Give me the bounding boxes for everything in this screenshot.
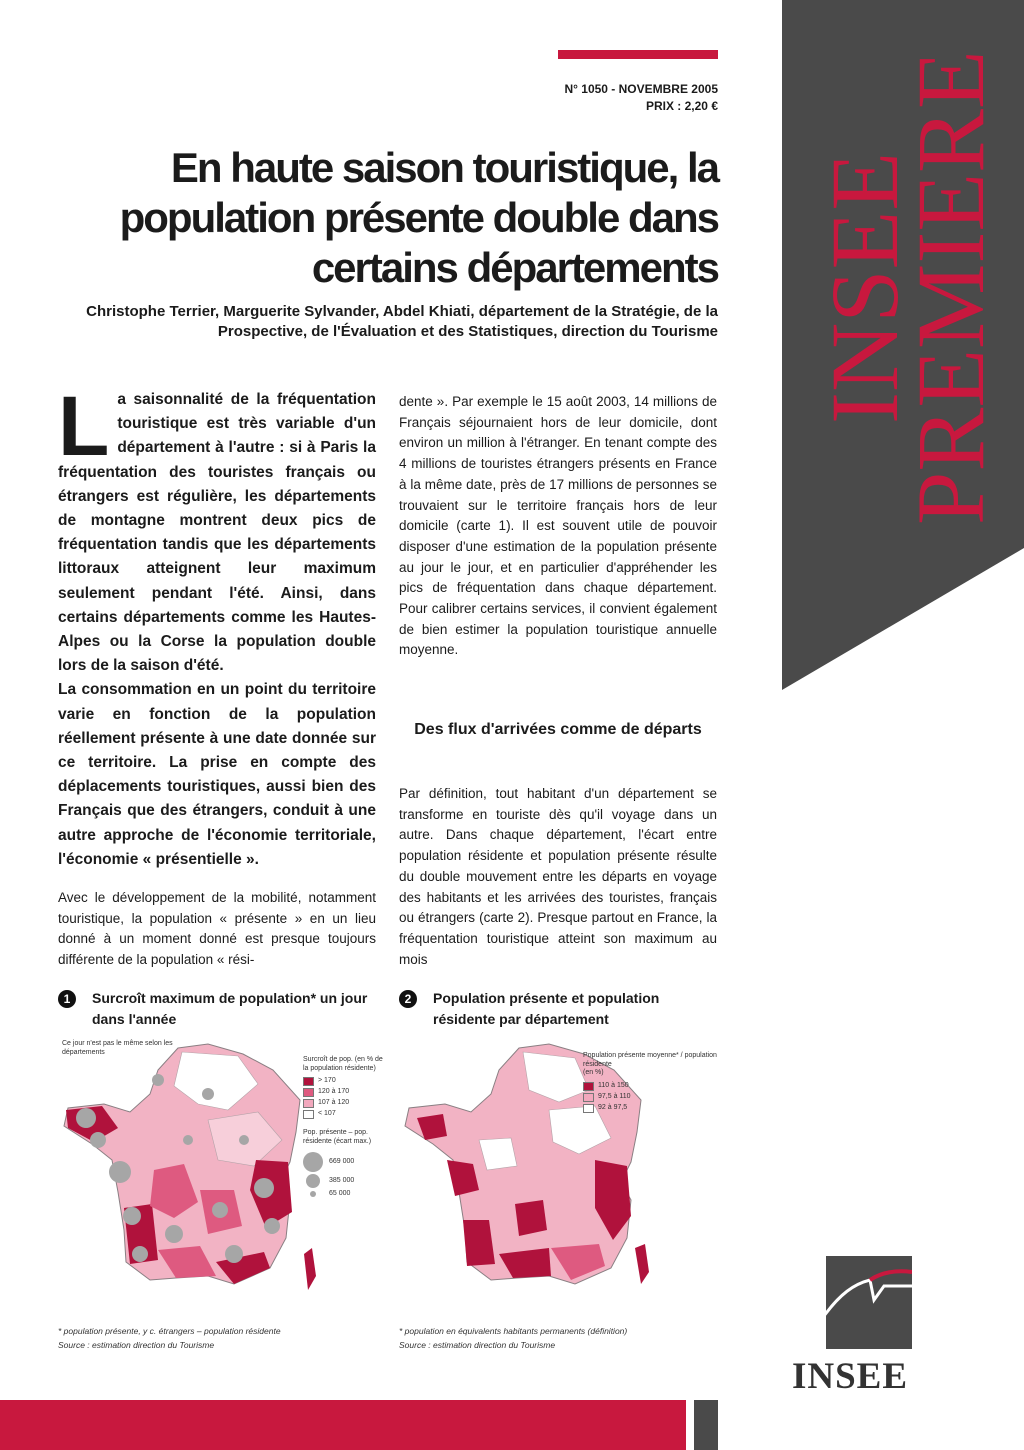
figure-number-badge: 2 [399,990,417,1008]
body-right-column [399,392,717,661]
map-1-note: Ce jour n'est pas le même selon les départements [62,1040,173,1056]
figure-1-heading [58,990,378,1034]
legend-row [303,1099,383,1108]
figure-number-badge: 1 [58,990,76,1008]
legend-label: 107 à 120 [318,1099,350,1107]
bottom-red-bar [0,1400,686,1450]
legend-label: 97,5 à 110 [598,1092,631,1100]
headline: En haute saison touristique, la population présente double dans certains départements [119,144,718,291]
legend-label: 110 à 150 [598,1081,629,1089]
legend-row [303,1077,383,1086]
body-right-column-2 [399,784,717,970]
legend-title: Surcroît de pop. (en % de la population résidente) [303,1056,383,1072]
footnote-definition: * population en équivalents habitants permanents (définition) [399,1326,628,1336]
body-left-column [58,888,376,971]
legend-row [303,1152,383,1172]
legend-row [583,1104,723,1113]
body-paragraph: dente ». Par exemple le 15 août 2003, 14 millions de Français séjournaient hors de leur domicile, dont environ un million à l'étranger. En tenant compte des 4 millions de touristes étrangers présents en France à la même date, près de 17 millions de personnes se trouvaient sur le territoire français hors de leur domicile (carte 1). Il est souvent utile de pouvoir disposer d'une estimation de la population présente au jour le jour, et en particulier d'appréhender les pics de fréquentation dans chaque département. Pour calibrer certains services, il convient également de bien estimer la population touristique annuelle moyenne. [399,394,717,658]
footnote-definition: * population présente, y c. étrangers – population résidente [58,1326,281,1336]
footnote-source: Source : estimation direction du Tourisme [399,1340,556,1350]
legend-label: 120 à 170 [318,1088,350,1096]
issue-number: N° 1050 - NOVEMBRE 2005 [564,82,718,96]
legend-row [303,1110,383,1119]
section-heading: Des flux d'arrivées comme de départs [414,721,702,738]
issue-price: PRIX : 2,20 € [645,99,718,113]
legend-row [303,1190,383,1199]
issue-info [450,81,718,115]
legend-row [583,1093,723,1102]
bottom-grey-bar [694,1400,718,1450]
circle-legend-title: Pop. présente – pop. résidente (écart max.) [303,1129,372,1145]
figure-1-title: Surcroît maximum de population* un jour dans l'année [92,990,368,1027]
figure-2-title: Population présente et population résidente par département [433,990,660,1027]
body-paragraph: Avec le développement de la mobilité, notamment touristique, la population « présente » en un lieu donné à un moment donné est presque toujours différente de la population « rési- [58,890,376,968]
figure-2-footnote [399,1324,719,1352]
legend-unit: (en %) [583,1069,604,1076]
legend-label: 92 à 97,5 [598,1103,628,1111]
logo-graph-icon [826,1256,912,1349]
figure-1-footnote [58,1324,378,1352]
legend-row [303,1174,383,1188]
map-1-legend [303,1056,383,1201]
brand-vertical-title: INSEE PREMIERE [811,50,1004,526]
legend-row [303,1088,383,1097]
legend-label: 385 000 [329,1176,355,1184]
insee-logo-mark [826,1256,912,1349]
footnote-source: Source : estimation direction du Tourisme [58,1340,215,1350]
drop-cap: L [58,379,110,473]
lead-paragraph-2: La consommation en un point du territoire varie en fonction de la population réellement présente à une date donnée sur ce territoire. La prise en compte des déplacements touristiques, aussi bien des Français que des étrangers, conduit à une autre approche de l'économie territoriale, l'économie « présentielle ». [58,681,376,868]
authors: Christophe Terrier, Marguerite Sylvander, Abdel Khiati, département de la Stratégie, de la Prospective, de l'Évaluation et des Statistiques, direction du Tourisme [86,303,718,340]
legend-label: 669 000 [329,1157,355,1165]
legend-label: > 170 [318,1077,336,1085]
lead-paragraph-1: a saisonnalité de la fréquentation touristique est très variable d'un département à l'autre : si à Paris la fréquentation des touristes français ou étrangers est régulière, les départements de montagne montrent deux pics de fréquentation tandis que les départements littoraux atteignent leur maximum seulement pendant l'été. Ainsi, dans certains départements comme les Hautes-Alpes ou la Corse la population double lors de la saison d'été. [58,391,376,675]
figure-2-heading [399,990,719,1034]
body-paragraph: Par définition, tout habitant d'un département se transforme en touriste dès qu'il voyage dans un autre. Dans chaque département, l'écart entre population résidente et population présente résulte du double mouvement entre les départs en voyage des habitants et les arrivées des touristes, français ou étrangers (carte 2). Presque partout en France, la fréquentation touristique atteint son maximum au mois [399,786,717,967]
top-red-rule [558,50,718,59]
map-2-legend [583,1052,723,1115]
legend-label: < 107 [318,1110,336,1118]
lead-text [58,379,376,872]
legend-row [583,1082,723,1091]
legend-title: Population présente moyenne* / population résidente [583,1052,717,1068]
insee-logo-wordmark: INSEE [791,1356,909,1397]
legend-label: 65 000 [329,1190,351,1197]
